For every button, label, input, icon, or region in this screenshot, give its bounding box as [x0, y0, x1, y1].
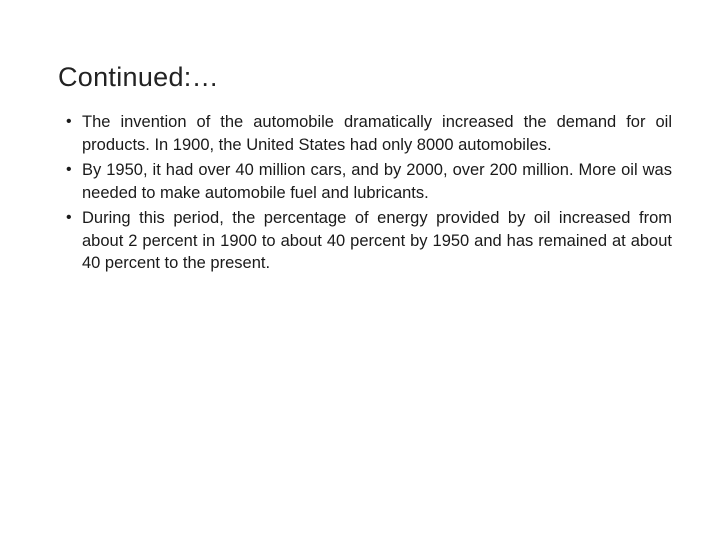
bullet-marker: • — [66, 209, 72, 226]
bullet-item-3 — [64, 207, 672, 275]
bullet-item-2 — [64, 159, 672, 204]
slide-title: Continued:… — [58, 62, 219, 92]
bullet-text: During this period, the percentage of energy provided by oil increased from about 2 percent in 1900 to about 40 percent by 1950 and has remained at about 40 percent to the present. — [82, 209, 672, 272]
bullet-marker: • — [66, 161, 72, 178]
bullet-text: The invention of the automobile dramatically increased the demand for oil products. In 1900, the United States had only 8000 automobiles. — [82, 113, 672, 154]
bullet-list — [64, 111, 672, 278]
bullet-item-1 — [64, 111, 672, 156]
bullet-marker: • — [66, 113, 72, 130]
bullet-text: By 1950, it had over 40 million cars, and by 2000, over 200 million. More oil was needed to make automobile fuel and lubricants. — [82, 161, 672, 202]
